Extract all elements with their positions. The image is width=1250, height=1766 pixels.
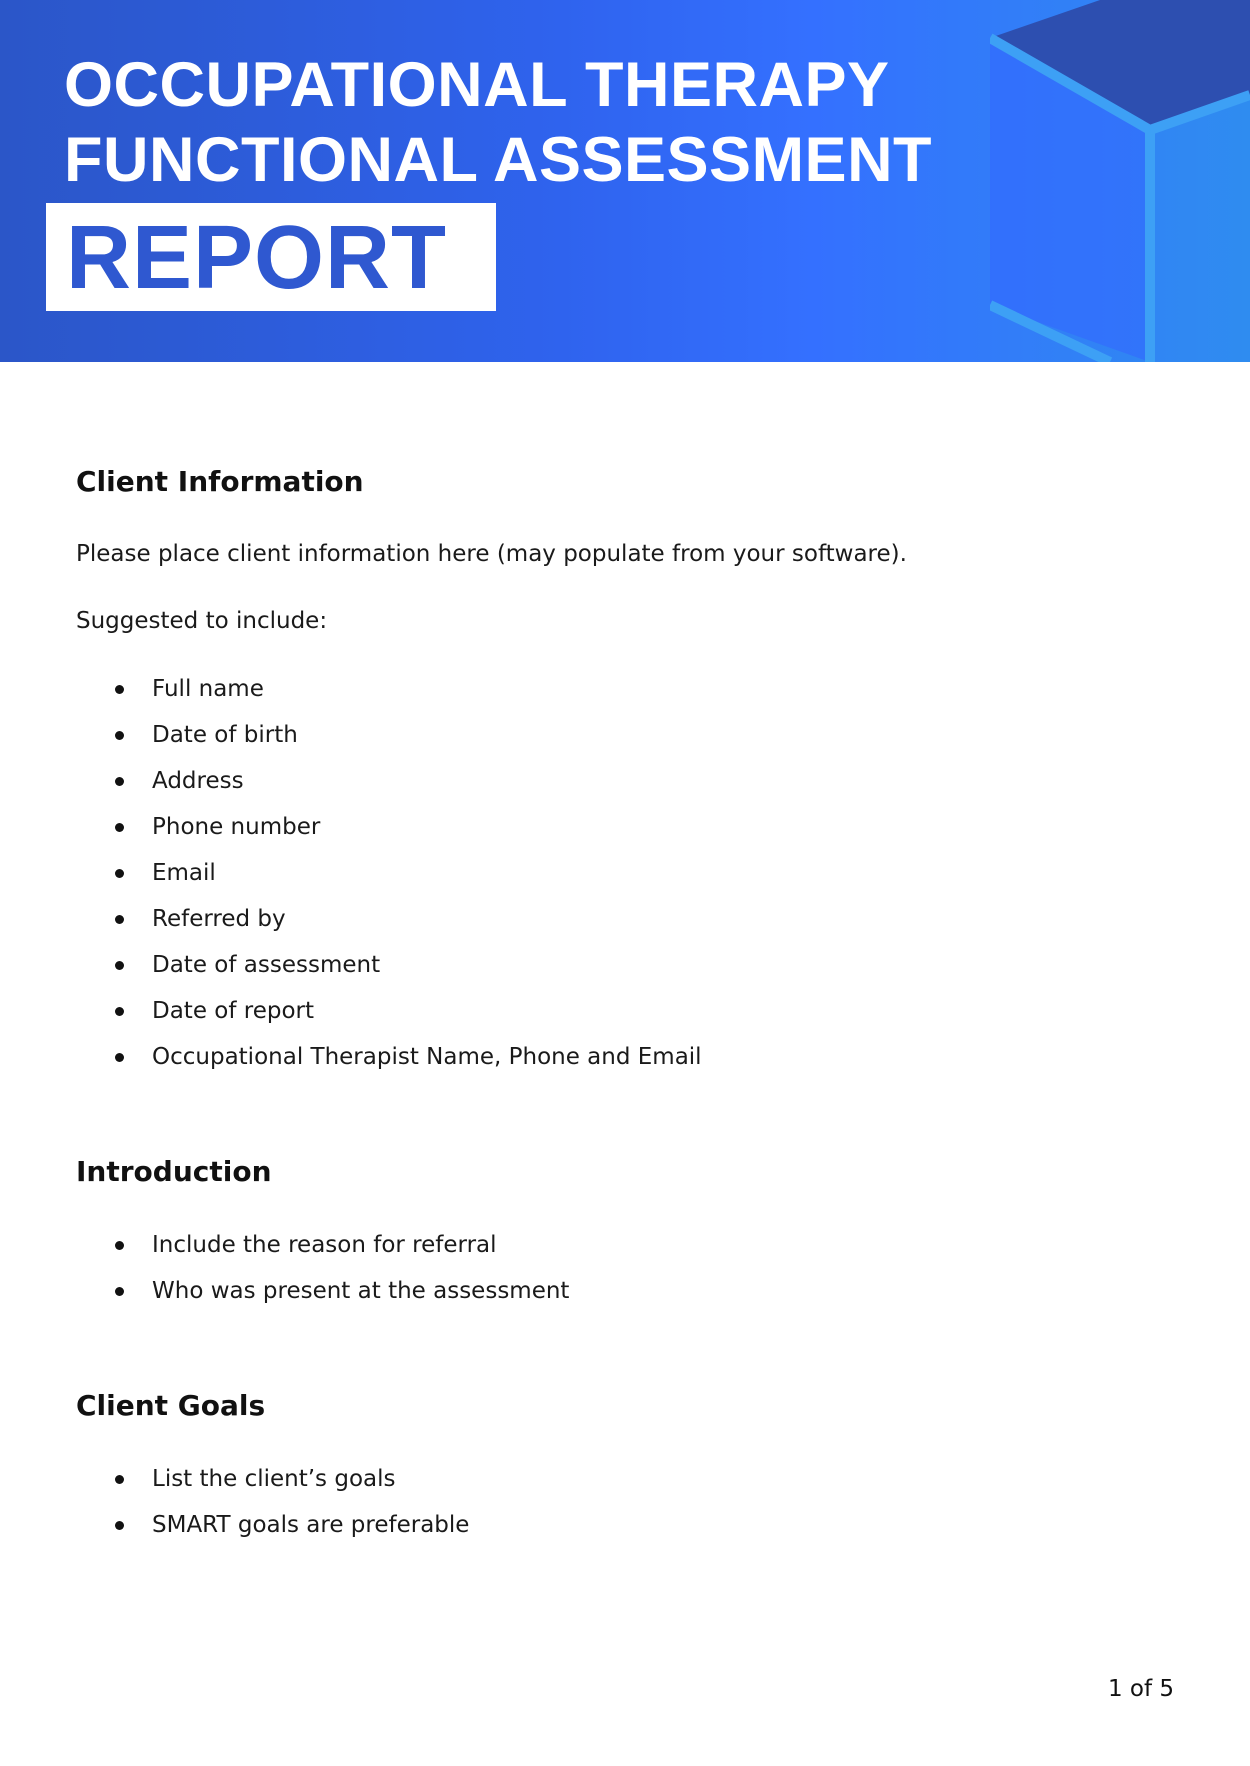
list-item-text: Date of report xyxy=(152,998,315,1024)
list-item xyxy=(0,712,702,758)
list-item xyxy=(0,666,702,712)
suggested-label: Suggested to include: xyxy=(76,608,328,634)
section-heading-introduction: Introduction xyxy=(76,1155,272,1188)
list-item xyxy=(0,758,702,804)
list-item xyxy=(0,988,702,1034)
bullet-icon xyxy=(115,1007,124,1016)
bullet-icon xyxy=(115,915,124,924)
bullet-icon xyxy=(115,869,124,878)
section-heading-client-information: Client Information xyxy=(76,465,364,498)
list-item xyxy=(0,942,702,988)
list-item-text: Full name xyxy=(152,676,264,702)
list-item-text: Who was present at the assessment xyxy=(152,1278,570,1304)
bullet-icon xyxy=(115,685,124,694)
list-item-text: List the client’s goals xyxy=(152,1466,396,1492)
client-information-intro: Please place client information here (may populate from your software). xyxy=(76,541,907,567)
header-banner xyxy=(0,0,1250,362)
list-item xyxy=(0,1034,702,1080)
bullet-icon xyxy=(115,777,124,786)
bullet-icon xyxy=(115,1287,124,1296)
list-item-text: Email xyxy=(152,860,216,886)
list-item-text: Date of assessment xyxy=(152,952,381,978)
title-line-2: FUNCTIONAL ASSESSMENT xyxy=(64,125,933,195)
report-label-box xyxy=(46,203,496,311)
page-number: 1 of 5 xyxy=(1107,1676,1174,1702)
list-item xyxy=(0,1268,569,1314)
bullet-icon xyxy=(115,961,124,970)
report-label: REPORT xyxy=(66,208,448,308)
bullet-icon xyxy=(115,1241,124,1250)
list-item-text: Address xyxy=(152,768,244,794)
introduction-list xyxy=(0,1222,569,1314)
list-item xyxy=(0,896,702,942)
bullet-icon xyxy=(115,1475,124,1484)
list-item xyxy=(0,1222,569,1268)
list-item xyxy=(0,1456,469,1502)
list-item xyxy=(0,804,702,850)
list-item-text: Referred by xyxy=(152,906,286,932)
bullet-icon xyxy=(115,1053,124,1062)
list-item-text: Date of birth xyxy=(152,722,298,748)
list-item xyxy=(0,1502,469,1548)
client-information-list xyxy=(0,666,702,1080)
client-goals-list xyxy=(0,1456,469,1548)
title-line-1: OCCUPATIONAL THERAPY xyxy=(64,50,890,120)
list-item-text: Occupational Therapist Name, Phone and Email xyxy=(152,1044,702,1070)
list-item xyxy=(0,850,702,896)
cube-decoration xyxy=(990,0,1250,362)
list-item-text: SMART goals are preferable xyxy=(152,1512,470,1538)
bullet-icon xyxy=(115,731,124,740)
list-item-text: Include the reason for referral xyxy=(152,1232,497,1258)
list-item-text: Phone number xyxy=(152,814,321,840)
bullet-icon xyxy=(115,823,124,832)
section-heading-client-goals: Client Goals xyxy=(76,1389,266,1422)
bullet-icon xyxy=(115,1521,124,1530)
